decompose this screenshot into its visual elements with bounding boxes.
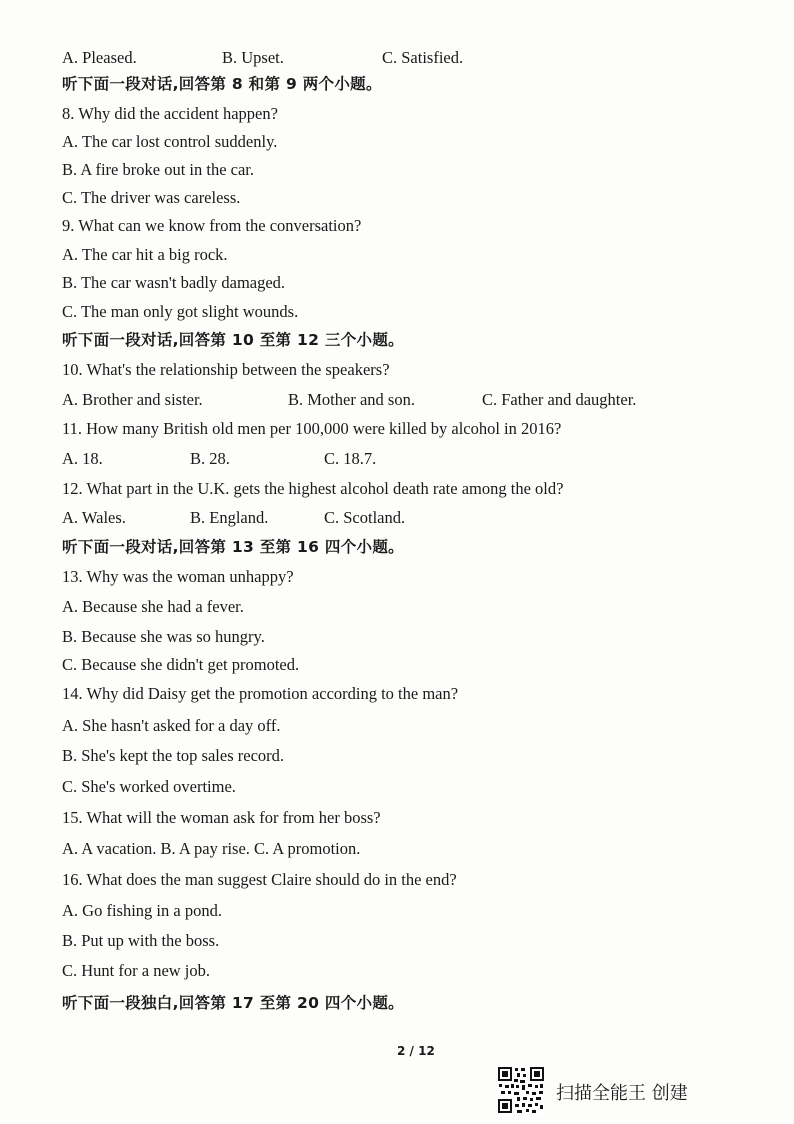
- page-number: 2 / 12: [397, 1044, 435, 1058]
- option-c: C. Scotland.: [324, 508, 406, 527]
- section-instruction-13-16: 听下面一段对话,回答第 13 至第 16 四个小题。: [62, 538, 404, 556]
- question-13-option-b: B. Because she was so hungry.: [62, 627, 265, 646]
- scanner-brand-label: 扫描全能王 创建: [556, 1083, 688, 1104]
- section-instruction-10-12: 听下面一段对话,回答第 10 至第 12 三个小题。: [62, 331, 404, 349]
- question-13-option-a: A. Because she had a fever.: [62, 597, 244, 616]
- question-11: 11. How many British old men per 100,000 were killed by alcohol in 2016?: [62, 419, 562, 438]
- option-a: A. Wales.: [62, 508, 126, 527]
- option-a: A. 18.: [62, 449, 103, 468]
- question-16-option-c: C. Hunt for a new job.: [62, 961, 211, 980]
- option-b: B. 28.: [190, 449, 230, 468]
- option-c: C. 18.7.: [324, 449, 377, 468]
- question-15: 15. What will the woman ask for from her boss?: [62, 808, 381, 827]
- qr-code-icon: [497, 1066, 545, 1114]
- question-8: 8. Why did the accident happen?: [62, 104, 278, 123]
- option-c: C. Father and daughter.: [482, 390, 637, 409]
- question-14-option-b: B. She's kept the top sales record.: [62, 746, 285, 765]
- question-9-option-b: B. The car wasn't badly damaged.: [62, 273, 286, 292]
- option-c: C. Satisfied.: [382, 48, 464, 67]
- question-14-option-c: C. She's worked overtime.: [62, 777, 236, 796]
- question-9: 9. What can we know from the conversation?: [62, 216, 362, 235]
- question-9-option-a: A. The car hit a big rock.: [62, 245, 228, 264]
- option-b: B. England.: [190, 508, 269, 527]
- question-8-option-c: C. The driver was careless.: [62, 188, 241, 207]
- question-14: 14. Why did Daisy get the promotion according to the man?: [62, 684, 459, 703]
- question-15-options: A. A vacation. B. A pay rise. C. A promotion.: [62, 839, 361, 858]
- option-a: A. Brother and sister.: [62, 390, 203, 409]
- question-8-option-b: B. A fire broke out in the car.: [62, 160, 254, 179]
- question-16-option-a: A. Go fishing in a pond.: [62, 901, 222, 920]
- question-13: 13. Why was the woman unhappy?: [62, 567, 294, 586]
- question-10: 10. What's the relationship between the speakers?: [62, 360, 390, 379]
- question-16-option-b: B. Put up with the boss.: [62, 931, 220, 950]
- question-14-option-a: A. She hasn't asked for a day off.: [62, 716, 281, 735]
- question-8-option-a: A. The car lost control suddenly.: [62, 132, 278, 151]
- question-9-option-c: C. The man only got slight wounds.: [62, 302, 299, 321]
- section-instruction-8-9: 听下面一段对话,回答第 8 和第 9 两个小题。: [62, 75, 382, 93]
- option-b: B. Mother and son.: [288, 390, 415, 409]
- section-instruction-17-20: 听下面一段独白,回答第 17 至第 20 四个小题。: [62, 994, 404, 1012]
- question-12: 12. What part in the U.K. gets the highest alcohol death rate among the old?: [62, 479, 564, 498]
- question-16: 16. What does the man suggest Claire should do in the end?: [62, 870, 457, 889]
- option-a: A. Pleased.: [62, 48, 137, 67]
- question-13-option-c: C. Because she didn't get promoted.: [62, 655, 300, 674]
- option-b: B. Upset.: [222, 48, 284, 67]
